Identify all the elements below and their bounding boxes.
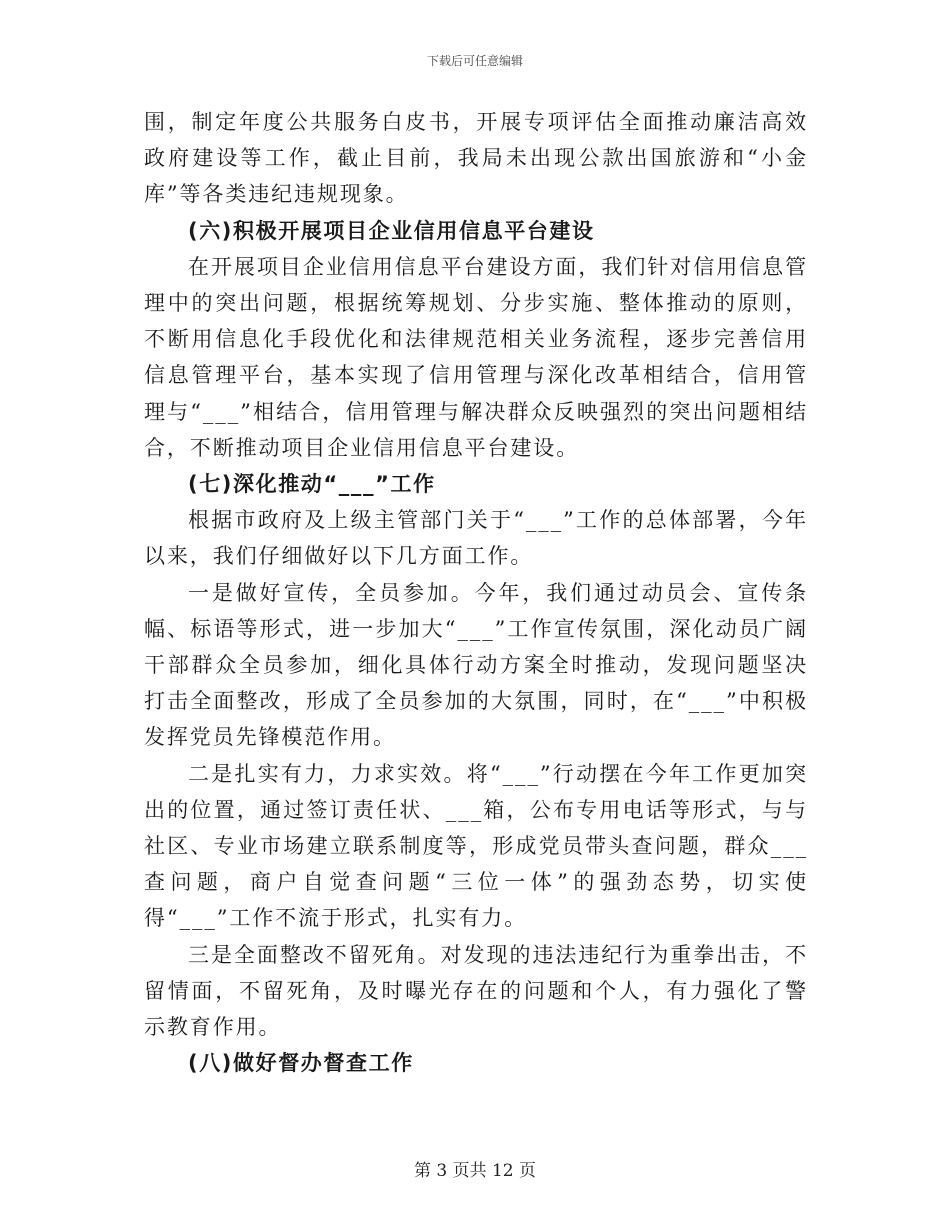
paragraph-publicity: 一是做好宣传，全员参加。今年，我们通过动员会、宣传条幅、标语等形式，进一步加大“___”工作宣传氛围，深化动员广阔干部群众全员参加，细化具体行动方案全时推动，发现问题坚决打击全面整改，形成了全员参加的大氛围，同时，在“___”中积极发挥党员先锋模范作用。 xyxy=(144,580,808,750)
paragraph-deployment: 根据市政府及上级主管部门关于“___”工作的总体部署，今年以来，我们仔细做好以下几方面工作。 xyxy=(144,508,808,569)
document-body xyxy=(144,104,808,1081)
page-footer: 第 3 页共 12 页 xyxy=(413,1161,537,1181)
page-header: 下载后可任意编辑 xyxy=(426,54,523,68)
section-heading-6: (六)积极开展项目企业信用信息平台建设 xyxy=(188,218,595,243)
paragraph-rectification: 三是全面整改不留死角。对发现的违法违纪行为重拳出击，不留情面，不留死角，及时曝光存在的问题和个人，有力强化了警示教育作用。 xyxy=(144,942,808,1040)
paragraph-credit-platform: 在开展项目企业信用信息平台建设方面，我们针对信用信息管理中的突出问题，根据统筹规划、分步实施、整体推动的原则，不断用信息化手段优化和法律规范相关业务流程，逐步完善信用信息管理平台，基本实现了信用管理与深化改革相结合，信用管理与“___”相结合，信用管理与解决群众反映强烈的突出问题相结合，不断推动项目企业信用信息平台建设。 xyxy=(144,254,808,460)
paragraph-intro: 围，制定年度公共服务白皮书，开展专项评估全面推动廉洁高效政府建设等工作，截止目前，我局未出现公款出国旅游和“小金库”等各类违纪违规现象。 xyxy=(144,110,808,207)
paragraph-effectiveness: 二是扎实有力，力求实效。将“___”行动摆在今年工作更加突出的位置，通过签订责任状、___箱，公布专用电话等形式，与与社区、专业市场建立联系制度等，形成党员带头查问题，群众___查问题，商户自觉查问题“三位一体”的强劲态势，切实使得“___”工作不流于形式，扎实有力。 xyxy=(144,761,808,931)
section-heading-8: (八)做好督办督查工作 xyxy=(188,1051,414,1076)
section-heading-7: (七)深化推动“___”工作 xyxy=(188,472,436,497)
